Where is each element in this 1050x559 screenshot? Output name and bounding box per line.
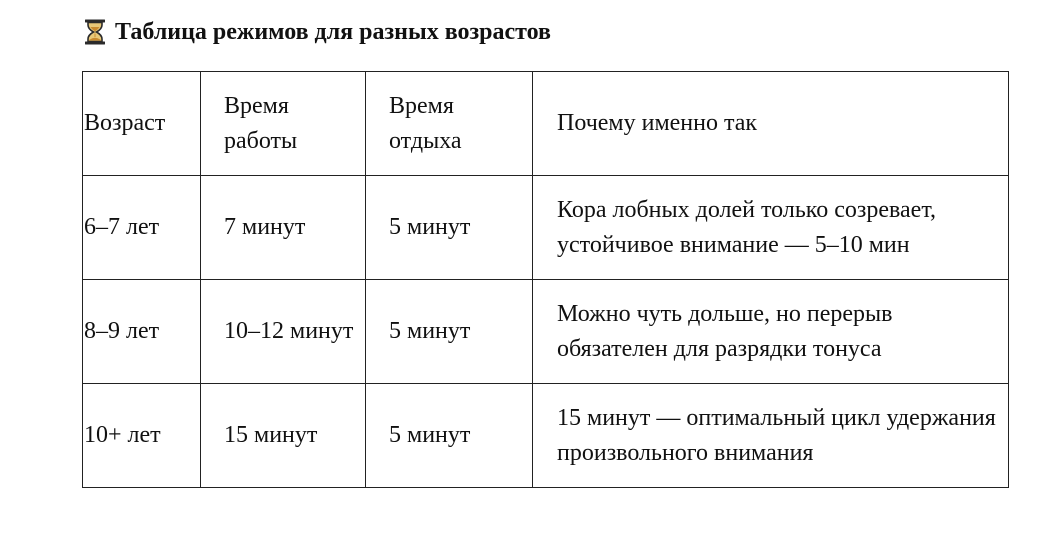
table-header-row bbox=[83, 72, 1009, 176]
page-title-text: Таблица режимов для разных возрастов bbox=[115, 18, 551, 45]
header-work-line-1: Время bbox=[224, 92, 289, 119]
table-row bbox=[83, 384, 1009, 488]
header-rest-line-1: Время bbox=[389, 92, 454, 119]
header-rest-line-2: отдыха bbox=[389, 127, 462, 154]
cell-why bbox=[533, 176, 1009, 280]
cell-age-text: 6–7 лет bbox=[84, 214, 160, 240]
cell-work bbox=[201, 176, 366, 280]
table-row bbox=[83, 280, 1009, 384]
cell-age bbox=[83, 176, 201, 280]
cell-rest-text: 5 минут bbox=[389, 318, 471, 344]
header-rest bbox=[366, 72, 533, 176]
cell-age-text: 10+ лет bbox=[84, 422, 161, 448]
cell-rest bbox=[366, 280, 533, 384]
cell-rest bbox=[366, 176, 533, 280]
cell-age-text: 8–9 лет bbox=[84, 318, 160, 344]
cell-rest bbox=[366, 384, 533, 488]
cell-age bbox=[83, 384, 201, 488]
table-row bbox=[83, 176, 1009, 280]
hourglass-icon bbox=[84, 19, 106, 45]
regime-table bbox=[82, 71, 1009, 488]
cell-work bbox=[201, 384, 366, 488]
header-age bbox=[83, 72, 201, 176]
cell-work-text: 15 минут bbox=[224, 422, 318, 448]
cell-work-text: 10–12 минут bbox=[224, 318, 354, 344]
header-why-label bbox=[533, 106, 1008, 141]
header-rest-label bbox=[366, 89, 532, 159]
header-why bbox=[533, 72, 1009, 176]
cell-rest-text: 5 минут bbox=[389, 422, 471, 448]
header-work-label bbox=[201, 89, 365, 159]
cell-why bbox=[533, 280, 1009, 384]
cell-why-text: 15 минут — оптимальный цикл удержания произвольного внимания bbox=[557, 404, 996, 466]
cell-work bbox=[201, 280, 366, 384]
cell-rest-text: 5 минут bbox=[389, 214, 471, 240]
cell-why bbox=[533, 384, 1009, 488]
table-body bbox=[83, 72, 1009, 488]
header-age-text: Возраст bbox=[84, 110, 166, 136]
cell-age bbox=[83, 280, 201, 384]
cell-why-text: Можно чуть дольше, но перерыв обязателен для разрядки тонуса bbox=[557, 300, 893, 362]
cell-why-text: Кора лобных долей только созревает, устойчивое внимание — 5–10 мин bbox=[557, 196, 936, 258]
cell-work-text: 7 минут bbox=[224, 214, 306, 240]
header-age-label bbox=[83, 106, 200, 141]
header-work-line-2: работы bbox=[224, 127, 298, 154]
page-title bbox=[84, 14, 551, 50]
header-work bbox=[201, 72, 366, 176]
header-why-text: Почему именно так bbox=[557, 110, 758, 136]
